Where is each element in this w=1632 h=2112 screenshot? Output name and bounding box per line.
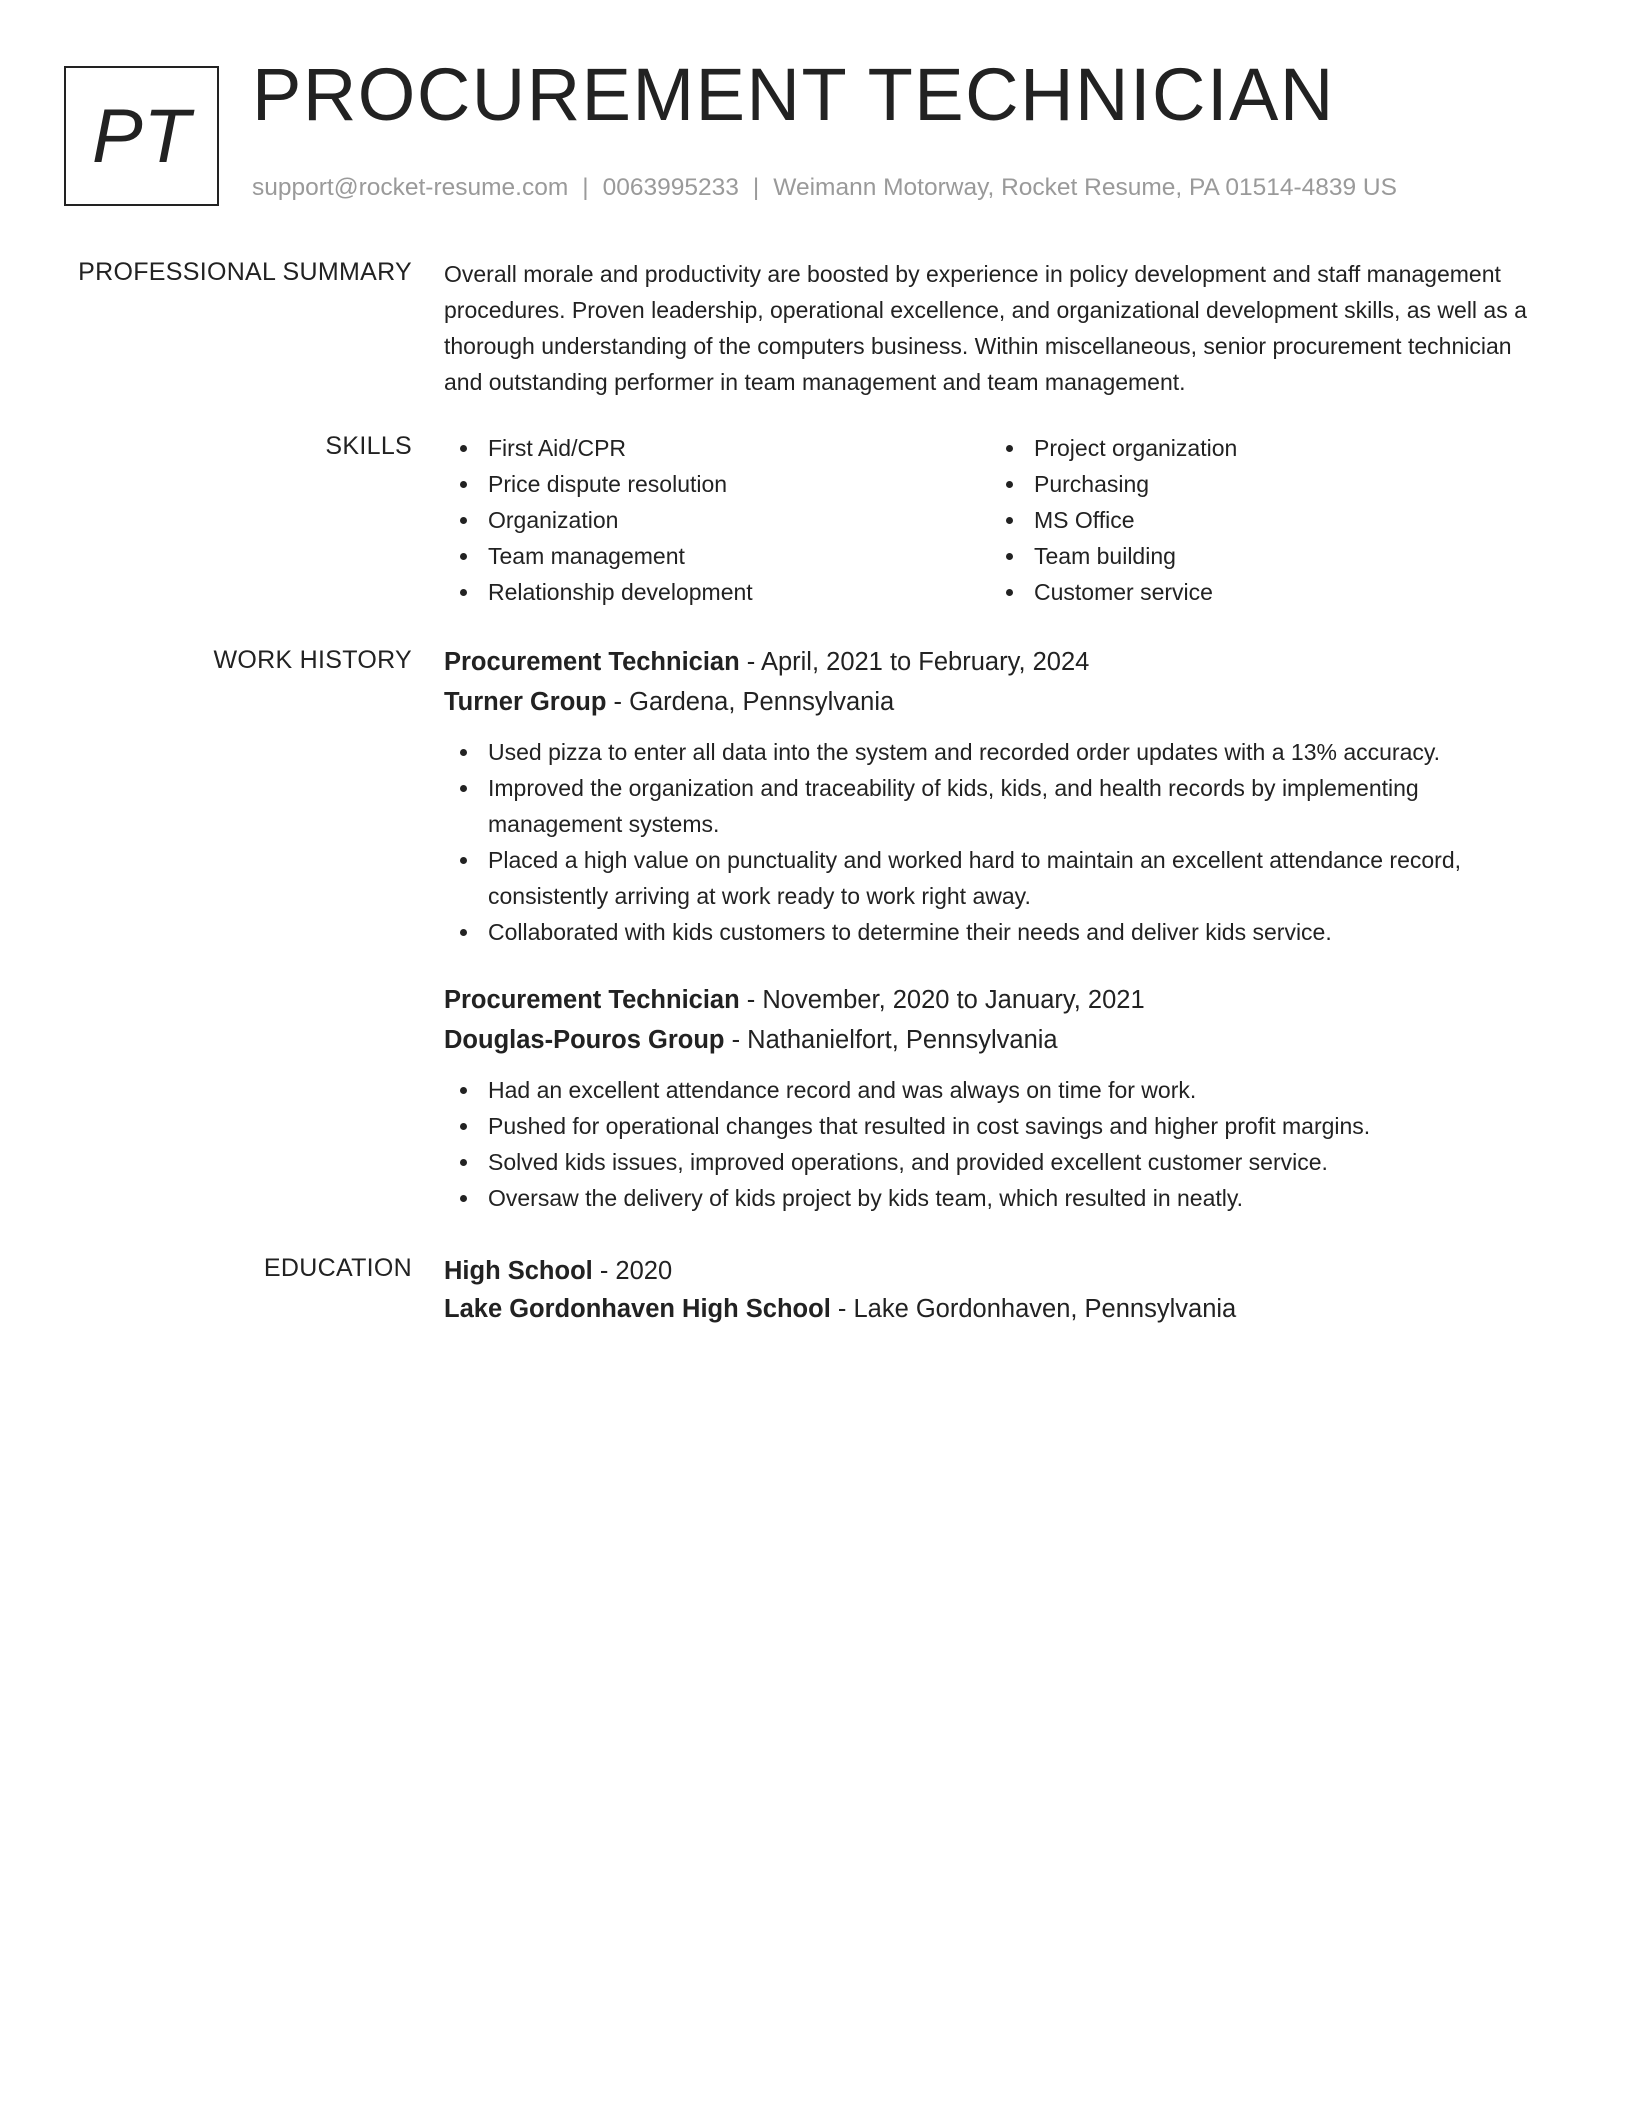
- skills-body: [444, 430, 1556, 610]
- job-title-line: [444, 642, 1556, 682]
- job-dates: - November, 2020 to January, 2021: [739, 986, 1145, 1014]
- job-bullet: Solved kids issues, improved operations, and provided excellent customer service.: [444, 1144, 1556, 1180]
- job-location: - Nathanielfort, Pennsylvania: [724, 1026, 1058, 1054]
- skill-item: Purchasing: [990, 466, 1536, 502]
- job-entry: [444, 980, 1556, 1216]
- candidate-name: PROCUREMENT TECHNICIAN: [252, 53, 1335, 136]
- section-label-education: EDUCATION: [263, 1254, 412, 1282]
- job-bullets: [444, 734, 1556, 950]
- skill-item: Price dispute resolution: [444, 466, 990, 502]
- job-dates: - April, 2021 to February, 2024: [739, 648, 1090, 676]
- job-entry: [444, 642, 1556, 950]
- job-title: Procurement Technician: [444, 648, 740, 676]
- skill-item: Project organization: [990, 430, 1536, 466]
- job-bullet: Used pizza to enter all data into the system and recorded order updates with a 13% accuracy.: [444, 734, 1556, 770]
- job-bullet: Pushed for operational changes that resulted in cost savings and higher profit margins.: [444, 1108, 1556, 1144]
- job-bullet: Had an excellent attendance record and was always on time for work.: [444, 1072, 1556, 1108]
- education-body: [444, 1252, 1556, 1328]
- contact-address: Weimann Motorway, Rocket Resume, PA 01514-4839 US: [773, 174, 1397, 201]
- contact-phone: 0063995233: [602, 174, 739, 201]
- monogram-box: [64, 66, 219, 206]
- contact-separator: |: [752, 174, 760, 201]
- job-bullets: [444, 1072, 1556, 1216]
- job-bullet: Collaborated with kids customers to determine their needs and deliver kids service.: [444, 914, 1556, 950]
- job-location: - Gardena, Pennsylvania: [606, 688, 895, 716]
- contact-email: support@rocket-resume.com: [252, 174, 569, 201]
- section-label-work-history: WORK HISTORY: [213, 646, 412, 674]
- skill-item: Relationship development: [444, 574, 990, 610]
- contact-separator: |: [582, 174, 589, 201]
- job-company-line: [444, 682, 1556, 722]
- summary-body: [444, 256, 1556, 400]
- education-location: - Lake Gordonhaven, Pennsylvania: [830, 1295, 1237, 1323]
- education-school: Lake Gordonhaven High School: [444, 1295, 831, 1323]
- skill-item: Customer service: [990, 574, 1536, 610]
- skill-item: Team building: [990, 538, 1536, 574]
- job-company-line: [444, 1020, 1556, 1060]
- section-label-skills: SKILLS: [325, 432, 412, 460]
- job-bullet: Placed a high value on punctuality and worked hard to maintain an excellent attendance record, consistently arriving at work ready to work right away.: [444, 842, 1556, 914]
- job-company: Turner Group: [444, 688, 607, 716]
- education-year: - 2020: [592, 1257, 673, 1285]
- job-title: Procurement Technician: [444, 986, 740, 1014]
- work-history-body: [444, 642, 1556, 1216]
- contact-line: [252, 174, 1397, 202]
- job-bullet: Improved the organization and traceability of kids, kids, and health records by implementing management systems.: [444, 770, 1556, 842]
- skills-list-left: [444, 430, 990, 610]
- skill-item: First Aid/CPR: [444, 430, 990, 466]
- skill-item: Organization: [444, 502, 990, 538]
- skill-item: MS Office: [990, 502, 1536, 538]
- education-degree: High School: [444, 1257, 593, 1285]
- summary-text: Overall morale and productivity are boosted by experience in policy development and staff management procedures. Proven leadership, operational excellence, and organizational development skills, as well as a thorough understanding of the computers business. Within miscellaneous, senior procurement technician and outstanding performer in team management and team management.: [444, 261, 1527, 395]
- section-label-summary: PROFESSIONAL SUMMARY: [78, 258, 412, 286]
- skill-item: Team management: [444, 538, 990, 574]
- job-company: Douglas-Pouros Group: [444, 1026, 725, 1054]
- monogram-initials: PT: [91, 93, 192, 179]
- job-bullet: Oversaw the delivery of kids project by kids team, which resulted in neatly.: [444, 1180, 1556, 1216]
- education-school-line: [444, 1290, 1556, 1328]
- skills-columns: [444, 430, 1556, 610]
- education-degree-line: [444, 1252, 1556, 1290]
- skills-list-right: [990, 430, 1536, 610]
- job-title-line: [444, 980, 1556, 1020]
